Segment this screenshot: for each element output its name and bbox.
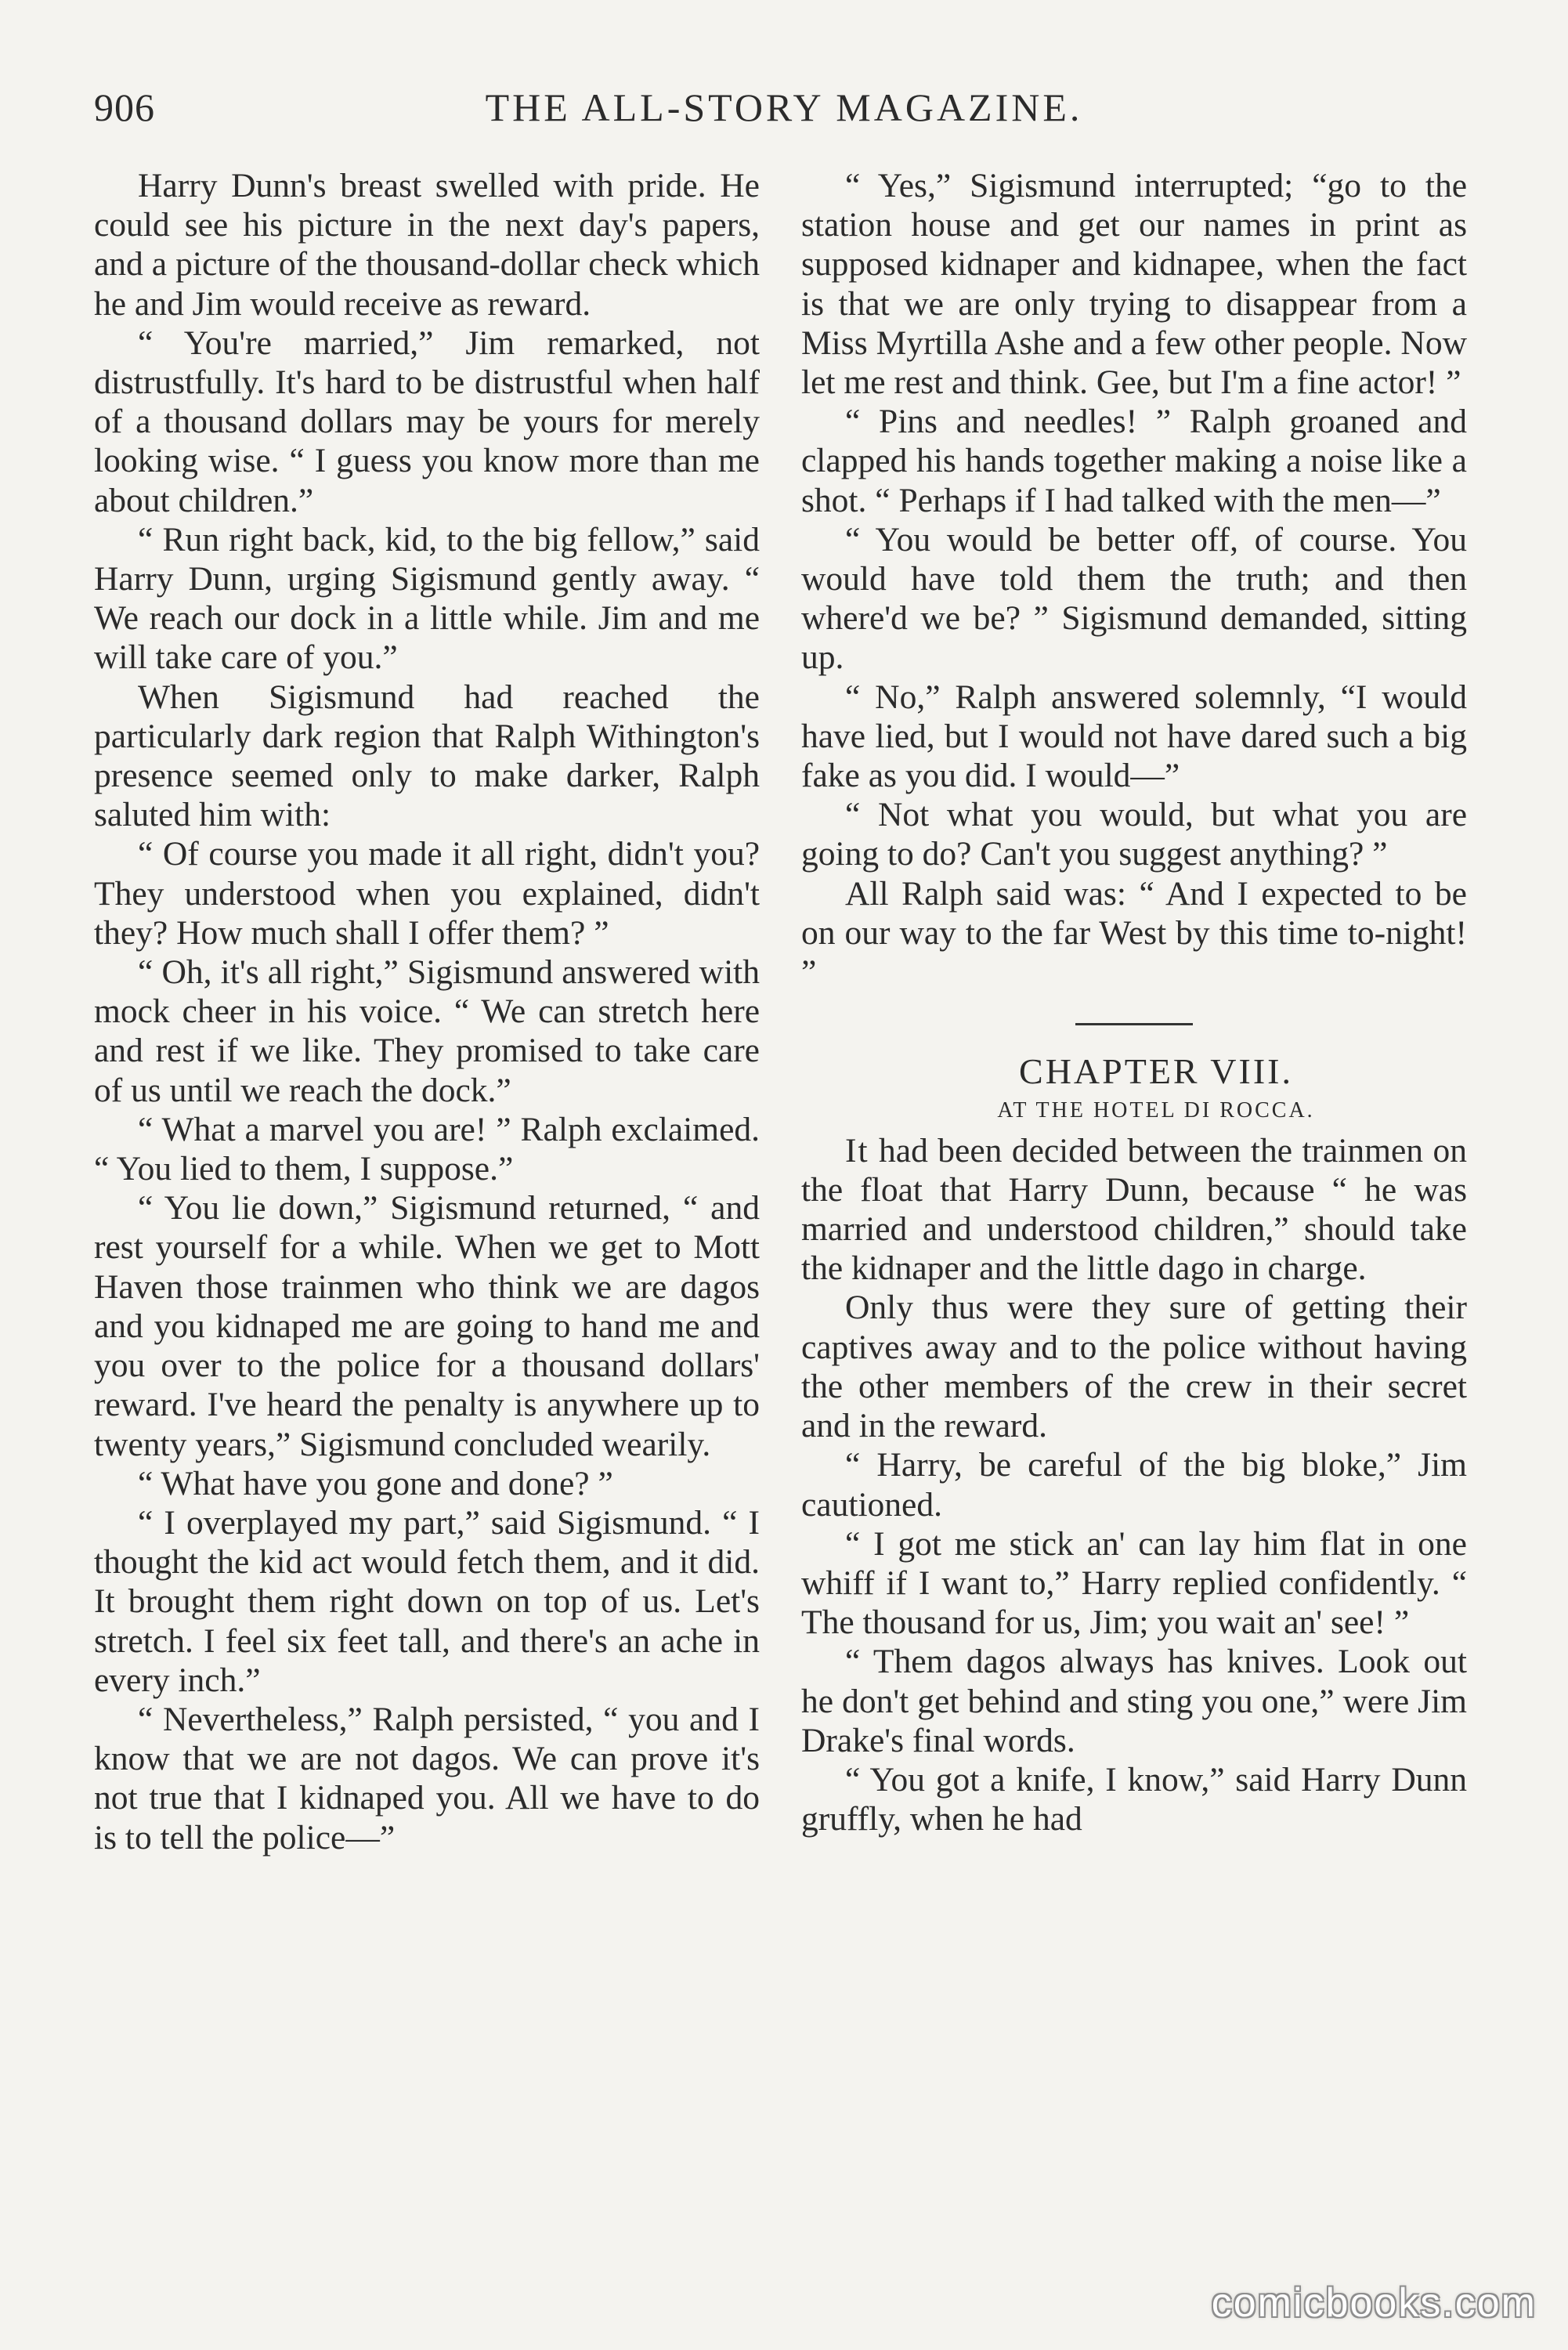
paragraph: “ Run right back, kid, to the big fellow,” said Harry Dunn, urging Sigismund gently away. “ We reach our dock in a little while. Jim and me will take care of you.” [94,520,760,677]
paragraph: Harry Dunn's breast swelled with pride. He could see his picture in the next day's papers, and a picture of the thousand-dollar check which he and Jim would receive as reward. [94,167,760,323]
paragraph: “ Pins and needles! ” Ralph groaned and clapped his hands together making a noise like a shot. “ Perhaps if I had talked with the men—” [801,403,1467,519]
opening-text: had been decided between the trainmen on the float that Harry Dunn, because “ he was married and understood children,” should take the kidnaper and the little dago in charge. [801,1131,1467,1288]
paragraph: “ What a marvel you are! ” Ralph exclaimed. “ You lied to them, I suppose.” [94,1110,760,1188]
watermark-logo: comicbooks.com [1211,2280,1537,2326]
paragraph: “ I got me stick an' can lay him flat in one whiff if I want to,” Harry replied confidently. “ The thousand for us, Jim; you wait an' see! ” [801,1524,1467,1642]
chapter-title: CHAPTER VIII. [1019,1051,1293,1092]
paragraph: Only thus were they sure of getting their captives away and to the police without having the other members of the crew in their secret and in the reward. [801,1289,1467,1445]
paragraph: “ You're married,” Jim remarked, not distrustfully. It's hard to be distrustful when half of a thousand dollars may be yours for merely looking wise. “ I guess you know more than me about children.” [94,324,760,519]
left-column [94,166,760,1857]
paragraph: “ Not what you would, but what you are going to do? Can't you suggest anything? ” [801,796,1467,873]
paragraph: “ Yes,” Sigismund interrupted; “go to the station house and get our names in print as supposed kidnaper and kidnapee, when the fact is that we are only trying to disappear from a Miss Myrtilla Ashe and a few other people. Now let me rest and think. Gee, but I'm a fine actor! ” [801,167,1467,402]
paragraph: “ No,” Ralph answered solemnly, “I would have lied, but I would not have dared such a big fake as you did. I would—” [801,678,1467,795]
chapter-subtitle: AT THE HOTEL DI ROCCA. [997,1098,1315,1123]
opening-word: It [845,1131,869,1170]
paragraph: “ I overplayed my part,” said Sigismund. “ I thought the kid act would fetch them, and it did. It brought them right down on top of us. Let's stretch. I feel six feet tall, and there's an ache in every inch.” [94,1503,760,1699]
paragraph: “ You lie down,” Sigismund returned, “ and rest yourself for a while. When we get to Mott Haven those trainmen who think we are dagos and you kidnaped me are going to hand me and you over to the police for a thousand dollars' reward. I've heard the penalty is anywhere up to twenty years,” Sigismund concluded wearily. [94,1189,760,1463]
page-number: 906 [94,85,155,129]
paragraph: “ What have you gone and done? ” [138,1464,613,1502]
paragraph: “ Of course you made it all right, didn't you? They understood when you explained, didn't they? How much shall I offer them? ” [94,835,760,952]
paragraph: When Sigismund had reached the particularly dark region that Ralph Withington's presence seemed only to make darker, Ralph saluted him with: [94,678,760,834]
running-head: THE ALL-STORY MAGAZINE. [485,85,1083,129]
paragraph: “ You would be better off, of course. You would have told them the truth; and then where'd we be? ” Sigismund demanded, sitting up. [801,520,1467,677]
paragraph: All Ralph said was: “ And I expected to be on our way to the far West by this time to-night! ” [801,874,1467,992]
paragraph: “ Oh, it's all right,” Sigismund answered with mock cheer in his voice. “ We can stretch here and rest if we like. They promised to take care of us until we reach the dock.” [94,953,760,1109]
paragraph: “ Harry, be careful of the big bloke,” Jim cautioned. [801,1446,1467,1524]
section-divider [1075,1023,1193,1025]
paragraph: “ You got a knife, I know,” said Harry Dunn gruffly, when he had [801,1760,1467,1838]
paragraph: “ Nevertheless,” Ralph persisted, “ you and I know that we are not dagos. We can prove it's not true that I kidnaped you. All we have to do is to tell the police—” [94,1700,760,1856]
chapter-opening-paragraph [801,1131,1467,1289]
right-column [801,166,1467,1838]
paragraph: “ Them dagos always has knives. Look out he don't get behind and sting you one,” were Jim Drake's final words. [801,1643,1467,1759]
